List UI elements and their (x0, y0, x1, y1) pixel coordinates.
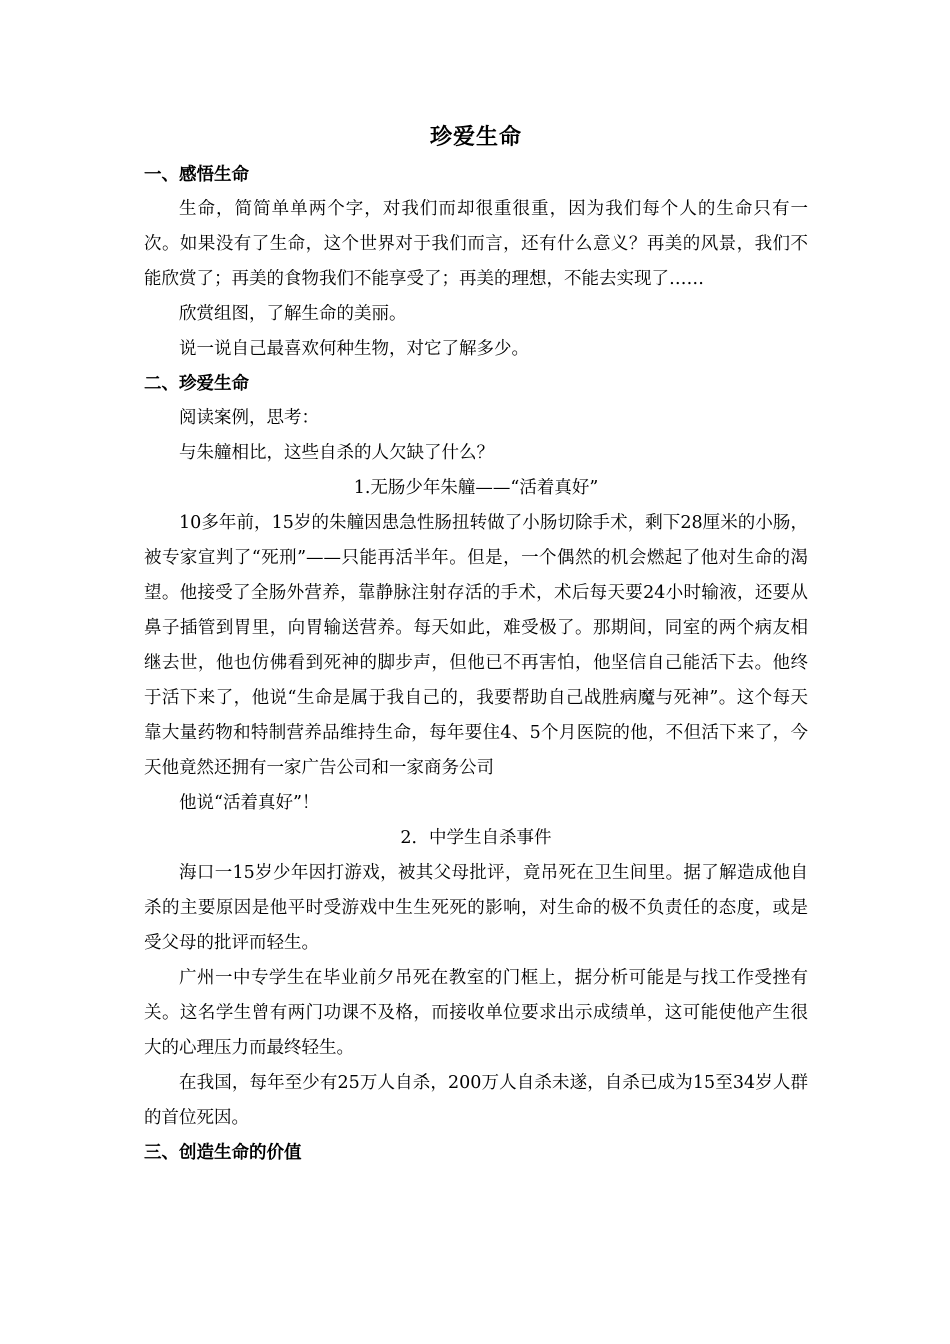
paragraph: 在我国，每年至少有25万人自杀，200万人自杀未遂，自杀已成为15至34岁人群的首位死因。 (144, 1073, 808, 1128)
case-title-2: 2．中学生自杀事件 (400, 828, 552, 848)
case-title-1: 1.无肠少年朱艟——“活着真好” (353, 478, 599, 498)
document-body (144, 118, 808, 1170)
paragraph: 阅读案例，思考： (179, 408, 319, 428)
section-heading-3: 三、创造生命的价值 (144, 1143, 302, 1163)
section-heading-2: 二、珍爱生命 (144, 374, 249, 394)
paragraph: 他说“活着真好”！ (179, 793, 320, 813)
paragraph: 与朱艟相比，这些自杀的人欠缺了什么？ (179, 443, 494, 463)
document-title: 珍爱生命 (429, 125, 522, 150)
paragraph: 欣赏组图，了解生命的美丽。 (179, 304, 407, 324)
paragraph: 10多年前，15岁的朱艟因患急性肠扭转做了小肠切除手术，剩下28厘米的小肠，被专家宣判了“死刑”——只能再活半年。但是，一个偶然的机会燃起了他对生命的渴望。他接受了全肠外营养，靠静脉注射存活的手术，术后每天要24小时输液，还要从鼻子插管到胃里，向胃输送营养。每天如此，难受极了。那期间，同室的两个病友相继去世，他也仿佛看到死神的脚步声，但他已不再害怕，他坚信自己能活下去。他终于活下来了，他说“生命是属于我自己的，我要帮助自己战胜病魔与死神”。这个每天靠大量药物和特制营养品维持生命，每年要住4、5个月医院的他，不但活下来了，今天他竟然还拥有一家广告公司和一家商务公司 (144, 513, 808, 778)
paragraph: 广州一中专学生在毕业前夕吊死在教室的门框上，据分析可能是与找工作受挫有关。这名学生曾有两门功课不及格，而接收单位要求出示成绩单，这可能使他产生很大的心理压力而最终轻生。 (144, 968, 808, 1058)
paragraph: 海口一15岁少年因打游戏，被其父母批评，竟吊死在卫生间里。据了解造成他自杀的主要原因是他平时受游戏中生生死死的影响，对生命的极不负责任的态度，或是受父母的批评而轻生。 (144, 863, 808, 953)
section-heading-1: 一、感悟生命 (144, 165, 249, 185)
paragraph: 生命，简简单单两个字，对我们而却很重很重，因为我们每个人的生命只有一次。如果没有了生命，这个世界对于我们而言，还有什么意义？再美的风景，我们不能欣赏了；再美的食物我们不能享受了；再美的理想，不能去实现了…… (144, 199, 808, 289)
paragraph: 说一说自己最喜欢何种生物，对它了解多少。 (179, 339, 529, 359)
